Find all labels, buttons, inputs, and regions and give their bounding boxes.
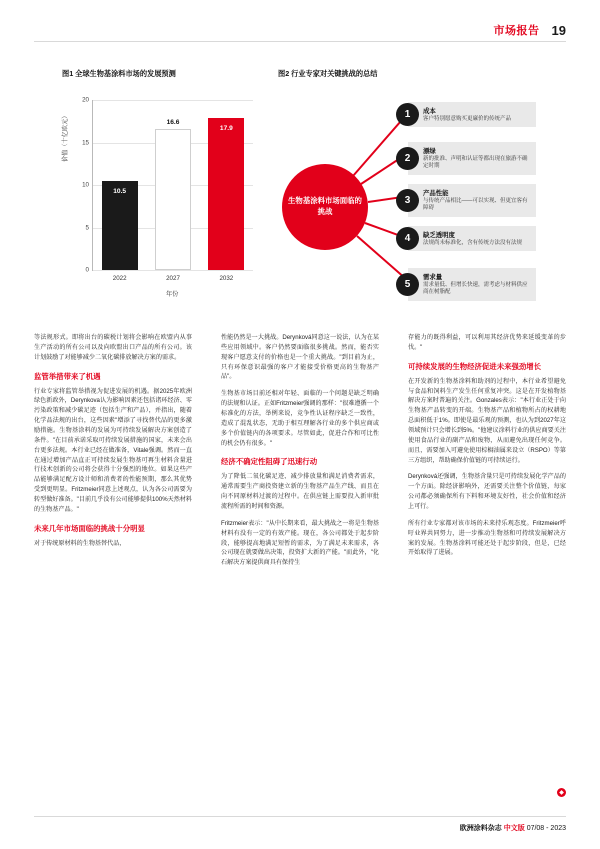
diagram-node-title: 漂绿	[423, 148, 436, 155]
diagram-node	[396, 142, 536, 175]
chart-x-tick: 2032	[219, 275, 234, 282]
diagram-node-box	[408, 226, 536, 251]
body-paragraph: 生物基市场目前还相对年轻、面临的一个问题是缺乏明确的法规和认证。正如Fritzmeier强调的那样："很难遵循一个标准化的方法，举例来说，竞争性认证程序缺乏一致性，造成了混乱状态，无助于相互理解各行业的多个供应商或多个价值链内的各项要求。尽管如此，促进合作和可比性的机会仍有很多。"	[221, 390, 379, 447]
body-paragraph: 在开发新的生物基涂料和助剂的过程中，本行业希望避免与食品和饲料生产发生任何重复冲突。这是在开发植物基解决方案时普遍的关注。Gonzales表示："本行业正处于向生物基产品转变的开端。生物基产品和植物所占的权耕地总面积低于1%。即使是最乐观的预测，也认为到2027年这领域预计只会增长到5%。"他建议涂料行业的供应商要关注使用食品行业的副产品和废物，从而避免出现任何竞争。而且，需要加入可避免使用棕榈油属来设立（RSPO）等第三方组织，帮助确保价值链的可持续运行。	[408, 377, 566, 464]
body-paragraph: 行业专家将监管举措视为促进发展的机遇。据2025年欧洲绿色新政外，Derynkova认为影响因素还包括诸环经济、零污染政策和减少碳足迹（包括生产和产品），并指出，随着化学品法规的出台，这些因素"增添了寻找替代品的更多激励措施。生物基涂料的发展为可持续发展解决方案创造了条件。"在目前承诺采取可持续发展措施的国家，未来会出台更多法规。本行业已经在做准备，Vitale强调。然而一直在通过增加产品直正可持续发展生物基可再生材料含量进行技术创新的公司将会获得十分强烈的地位。如果这些产品能够满足配方设计师和消费者的性能预期，那么其优势受到更明显。Fritzmeier同意上述观点，认为各公司需要为转型做好准备。"目前几乎没有公司能够提供100%天然材料的生物基产品。"	[34, 387, 192, 513]
chart-plot-area	[82, 96, 253, 282]
page-footer	[460, 823, 566, 833]
page-header	[494, 22, 566, 38]
section-heading: 监管举措带来了机遇	[34, 371, 101, 381]
body-column-3	[408, 333, 566, 565]
footer-issue: 07/08 - 2023	[526, 825, 566, 832]
diagram-node-box	[408, 184, 536, 217]
body-paragraph: 存能力的既得利益，可以利用其经济优势来延缓变革的步伐。"	[408, 334, 566, 351]
chart-x-tick: 2022	[112, 275, 127, 282]
body-paragraph: 等法规形式。即将出台的碳税计划将会影响在欧盟内从事生产活动的所有公司以及向欧盟出口产品的所有公司。该计划鼓励了对能够减少二氧化碳排放解决方案的需求。	[34, 334, 192, 361]
footer-divider	[34, 816, 566, 817]
chart-bar-rect	[155, 129, 191, 270]
header-section-title: 市场报告	[493, 25, 540, 37]
section-heading: 可持续发展的生物经济促进未来强劲增长	[408, 361, 542, 371]
diagram-node-description: 客户特别愿意购买更廉价的传统产品	[423, 116, 512, 122]
diagram-node-title: 成本	[423, 108, 436, 115]
diagram-node-description: 需求量低、但增长快速，需考虑与材料供应商在树脂配	[423, 282, 528, 296]
diagram-node-box	[408, 268, 536, 301]
figure1-caption: 图1 全球生物基涂料市场的发展预测	[62, 69, 176, 78]
body-paragraph: 所有行业专家都对该市场的未来持乐观态度。Fritzmeier呼吁业界共同努力，进一步推动生物基和可持续发展解决方案的发展。生物基涂料可能还处于起步阶段，但是，已经开始取得了进展。	[408, 519, 566, 557]
body-paragraph: Derynková还强调，生物基含量只是可持续发展化学产品的一个方面。除经济影响外，还需要关注整个价值链，每家公司都必须确保所有下料和环境友好性，社会价值和经济上可行。	[408, 473, 566, 511]
section-heading: 经济不确定性阻碍了迅速行动	[221, 457, 318, 467]
header-divider	[34, 41, 566, 42]
diagram-node	[396, 102, 536, 127]
diagram-node-title: 缺乏透明度	[423, 232, 455, 239]
footer-edition: 中文版	[503, 825, 525, 832]
chart-gridline	[93, 270, 253, 271]
body-paragraph: 对于传统原材料的生物基替代品，	[34, 539, 126, 547]
diagram-node-title: 需求量	[423, 274, 443, 281]
chart-bar	[208, 100, 244, 282]
body-column-1	[34, 333, 192, 556]
page-number: 19	[551, 22, 566, 38]
body-paragraph: Fritzmeier表示："从中长期来看，最大挑战之一将是生物基材料有没有一定的有效产能。现在，各公司都处于起步阶段，能够提高地满足短暂的需求，为了满足未来需求，各公司现在就要做出决策，投资扩大新的产能。"而此外，"化石解决方案提供商具有保持生	[221, 519, 379, 567]
diagram-node-description: 新的批准、声明和认证等都出现在旅游不确定时期	[423, 156, 528, 170]
diagram-hub: 生物基涂料市场面临的挑战	[282, 164, 368, 250]
diagram-node-title: 产品性能	[423, 190, 449, 197]
chart-y-tick: 10	[82, 181, 89, 189]
chart-y-tick: 20	[82, 96, 89, 104]
chart-bar-value-label: 10.5	[113, 187, 127, 195]
diagram-node-description: 法规尚未标准化，含有传统方法没有法规	[423, 240, 523, 246]
chart-bar	[155, 100, 191, 282]
diagram-node	[396, 184, 536, 217]
diagram-node-number: 2	[396, 147, 419, 170]
chart-y-tick: 5	[85, 224, 89, 231]
diagram-node-number: 1	[396, 103, 419, 126]
chart-bar-value-label: 16.6	[166, 118, 180, 126]
section-heading: 未来几年市场面临的挑战十分明显	[34, 523, 145, 533]
chart-x-tick: 2027	[166, 275, 180, 282]
chart-y-tick: 15	[82, 139, 89, 146]
chart-y-axis-title: 价值（十亿欧元）	[62, 112, 69, 162]
body-column-2	[221, 333, 379, 575]
challenges-diagram	[278, 84, 540, 319]
diagram-node-number: 5	[396, 273, 419, 296]
diagram-node	[396, 268, 536, 301]
chart-bar	[102, 100, 138, 282]
diagram-node-box	[408, 142, 536, 175]
chart-bar-rect	[208, 118, 244, 270]
body-paragraph: 为了降低二氧化碳足迹、减少排放量和满足消费者需求，通常需要生产商投资建立新的生物基产品生产线、而且在向不同原材料过渡的过程中。在供应链上需要投入新审批流程所需的时间和资源。	[221, 473, 379, 511]
bar-chart	[62, 84, 258, 319]
chart-x-axis-title: 年份	[166, 291, 179, 298]
diagram-node-box	[408, 102, 536, 127]
body-paragraph: 性能仍然是一大挑战。Derynková同意这一说法，认为在某些应用领域中。客户仍然要面临很多挑战。然而，能否实现客户愿意支付的价格也是一个重大挑战。"到目前为止，只有环保意识最强的客户才能接受价格更高的生物基产品"。	[221, 334, 379, 381]
diagram-node-number: 3	[396, 189, 419, 212]
chart-bar-value-label: 17.9	[219, 124, 233, 132]
footer-publication: 欧洲涂料杂志	[459, 825, 502, 832]
diagram-node-number: 4	[396, 227, 419, 250]
diagram-node-description: 与传统产品相比——可以实现、但更宜客有障碍	[423, 198, 528, 212]
figure2-caption: 图2 行业专家对关键挑战的总结	[278, 69, 378, 78]
chart-y-tick: 0	[85, 266, 89, 274]
end-of-article-mark: ◆	[557, 788, 566, 797]
diagram-node	[396, 226, 536, 251]
